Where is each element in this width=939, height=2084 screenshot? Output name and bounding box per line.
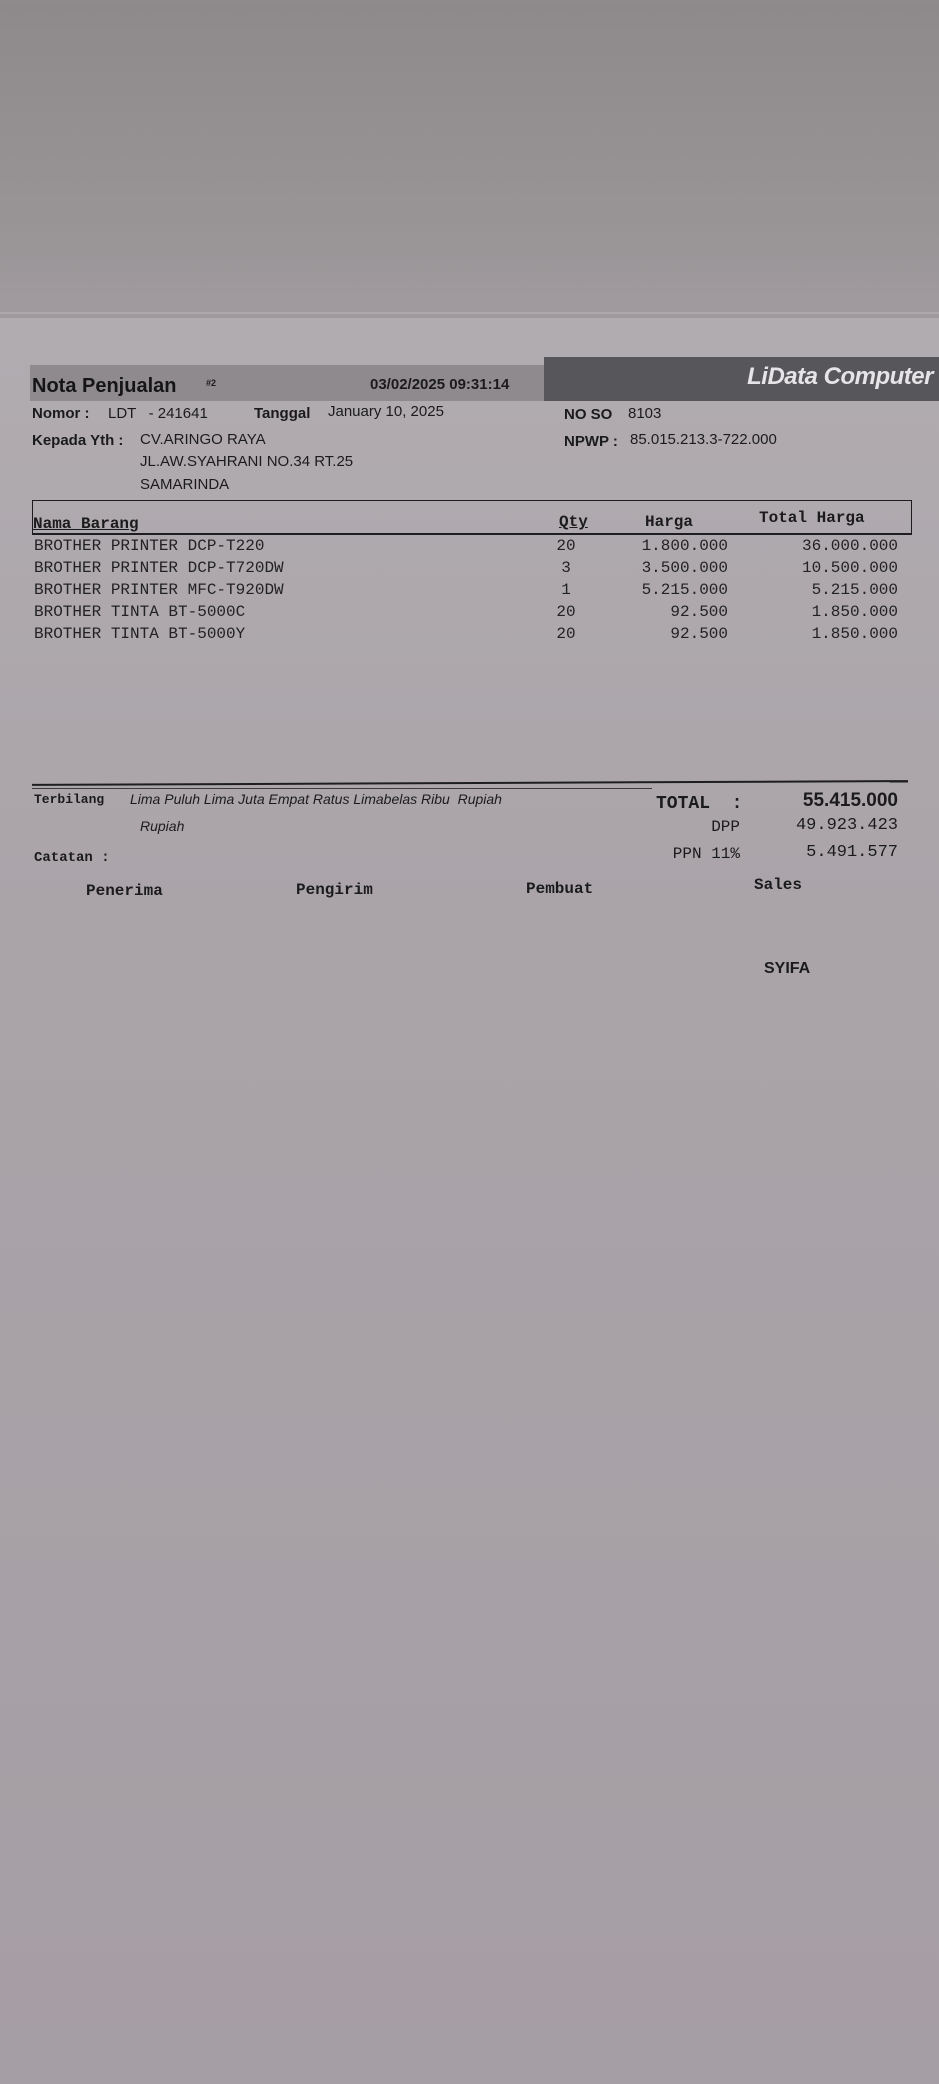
item-price: 92.500 [670, 603, 728, 621]
signature-pengirim-label: Pengirim [296, 881, 373, 899]
sales-name: SYIFA [764, 960, 811, 977]
ppn-value: 5.491.577 [806, 843, 898, 862]
npwp-label: NPWP : [564, 433, 618, 450]
customer-name: CV.ARINGO RAYA [140, 431, 266, 448]
table-header-divider [32, 533, 912, 535]
print-timestamp: 03/02/2025 09:31:14 [370, 376, 510, 393]
item-qty: 20 [556, 537, 576, 555]
catatan-label: Catatan : [34, 850, 110, 866]
item-total: 1.850.000 [811, 625, 898, 643]
header-bar-right [544, 357, 939, 401]
terbilang-label: Terbilang [34, 792, 105, 807]
table-row [0, 625, 939, 647]
item-qty: 20 [556, 603, 576, 621]
item-name: BROTHER PRINTER DCP-T220 [34, 537, 265, 555]
item-qty: 1 [561, 581, 571, 599]
signature-penerima-label: Penerima [86, 882, 163, 900]
table-row [0, 603, 939, 625]
column-header-qty: Qty [559, 513, 588, 531]
document-copy-mark: #2 [206, 378, 217, 388]
nomor-label: Nomor : [32, 405, 90, 422]
kepada-label: Kepada Yth : [32, 432, 124, 449]
summary-divider-thin [32, 788, 652, 789]
item-name: BROTHER PRINTER MFC-T920DW [34, 581, 284, 599]
column-header-total: Total Harga [759, 509, 865, 527]
customer-address: JL.AW.SYAHRANI NO.34 RT.25 [140, 453, 354, 470]
invoice-header-bar [30, 363, 933, 401]
item-total: 10.500.000 [801, 559, 898, 577]
dpp-label: DPP [711, 818, 740, 836]
column-header-price: Harga [645, 513, 694, 531]
item-total: 1.850.000 [811, 603, 898, 621]
item-name: BROTHER TINTA BT-5000C [34, 603, 246, 621]
items-table-header [32, 500, 912, 535]
column-header-name: Nama Barang [33, 515, 139, 533]
ppn-label: PPN 11% [672, 845, 740, 863]
document-title: Nota Penjualan [32, 375, 177, 397]
total-label: TOTAL : [656, 794, 743, 814]
no-so-value: 8103 [628, 405, 662, 422]
item-total: 5.215.000 [811, 581, 898, 599]
item-qty: 20 [556, 625, 576, 643]
table-row [0, 559, 939, 581]
npwp-value: 85.015.213.3-722.000 [630, 431, 777, 448]
table-row [0, 581, 939, 603]
item-qty: 3 [561, 559, 571, 577]
dpp-value: 49.923.423 [795, 816, 898, 835]
terbilang-text-continued: Rupiah [140, 818, 185, 834]
tanggal-label: Tanggal [254, 405, 311, 422]
nomor-value: LDT - 241641 [108, 405, 208, 422]
paper-stack-edge [0, 312, 939, 314]
item-price: 1.800.000 [641, 537, 728, 555]
table-row [0, 537, 939, 559]
signature-pembuat-label: Pembuat [526, 880, 594, 898]
item-price: 3.500.000 [641, 559, 728, 577]
item-name: BROTHER PRINTER DCP-T720DW [34, 559, 284, 577]
item-price: 92.500 [670, 625, 728, 643]
customer-city: SAMARINDA [140, 476, 230, 493]
item-name: BROTHER TINTA BT-5000Y [34, 625, 246, 643]
brand-logo-text: LiData Computer [747, 363, 933, 390]
tanggal-value: January 10, 2025 [328, 403, 444, 420]
total-value: 55.415.000 [802, 790, 898, 811]
signature-sales-label: Sales [754, 876, 803, 894]
item-price: 5.215.000 [641, 581, 728, 599]
item-total: 36.000.000 [801, 537, 898, 555]
terbilang-text: Lima Puluh Lima Juta Empat Ratus Limabelas Ribu Rupiah [130, 791, 502, 807]
no-so-label: NO SO [564, 406, 613, 423]
